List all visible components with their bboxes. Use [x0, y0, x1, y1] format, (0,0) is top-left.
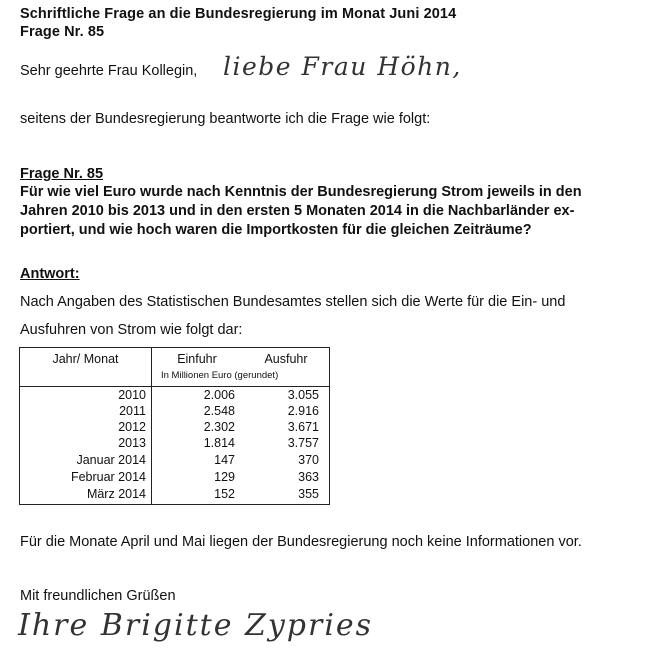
- table-cell-exports: 363: [298, 470, 319, 484]
- table-cell-exports: 3.055: [287, 388, 319, 402]
- table-cell-exports: 370: [298, 453, 319, 467]
- table-cell-period: 2010: [118, 388, 146, 402]
- note-text: Für die Monate April und Mai liegen der Bundesregierung noch keine Informationen vor.: [20, 534, 582, 550]
- table-divider-horizontal: [20, 386, 329, 387]
- table-cell-exports: 355: [298, 487, 319, 501]
- question-label: Frage Nr. 85: [20, 166, 104, 182]
- table-header-period: Jahr/ Monat: [52, 352, 119, 366]
- table-cell-imports: 147: [214, 453, 235, 467]
- table-header-imports: Einfuhr: [177, 352, 217, 366]
- table-unit-note: In Millionen Euro (gerundet): [161, 370, 279, 381]
- table-cell-imports: 2.006: [203, 388, 235, 402]
- table-cell-exports: 3.757: [287, 436, 319, 450]
- table-cell-period: Februar 2014: [70, 470, 146, 484]
- intro-text: seitens der Bundesregierung beantworte ich die Frage wie folgt:: [20, 111, 431, 127]
- salutation-printed: Sehr geehrte Frau Kollegin,: [20, 63, 198, 79]
- question-line-3: portiert, und wie hoch waren die Importkosten für die gleichen Zeiträume?: [20, 222, 532, 238]
- table-cell-imports: 129: [214, 470, 235, 484]
- question-line-1: Für wie viel Euro wurde nach Kenntnis der Bundesregierung Strom jeweils in den: [20, 184, 582, 200]
- table-cell-imports: 1.814: [203, 436, 235, 450]
- table-cell-exports: 2.916: [287, 404, 319, 418]
- table-cell-imports: 2.548: [203, 404, 235, 418]
- table-cell-period: 2012: [118, 420, 146, 434]
- question-line-2: Jahren 2010 bis 2013 und in den ersten 5 Monaten 2014 in die Nachbarländer ex-: [20, 203, 575, 219]
- answer-line-2: Ausfuhren von Strom wie folgt dar:: [20, 322, 243, 338]
- table-cell-period: 2013: [118, 436, 146, 450]
- salutation-handwritten: liebe Frau Höhn,: [223, 52, 462, 81]
- document-title: Schriftliche Frage an die Bundesregierung im Monat Juni 2014: [20, 6, 457, 22]
- table-cell-period: März 2014: [86, 487, 146, 501]
- signature: Ihre Brigitte Zypries: [18, 608, 374, 643]
- table-cell-exports: 3.671: [287, 420, 319, 434]
- answer-label: Antwort:: [20, 266, 80, 282]
- table-cell-period: 2011: [119, 404, 146, 418]
- electricity-trade-table: [19, 347, 330, 505]
- table-cell-period: Januar 2014: [76, 453, 146, 467]
- table-cell-imports: 2.302: [203, 420, 235, 434]
- answer-line-1: Nach Angaben des Statistischen Bundesamtes stellen sich die Werte für die Ein- und: [20, 294, 566, 310]
- question-number-header: Frage Nr. 85: [20, 24, 105, 40]
- table-cell-imports: 152: [214, 487, 235, 501]
- question-text: [20, 183, 635, 240]
- closing-text: Mit freundlichen Grüßen: [20, 588, 176, 604]
- table-header-exports: Ausfuhr: [264, 352, 308, 366]
